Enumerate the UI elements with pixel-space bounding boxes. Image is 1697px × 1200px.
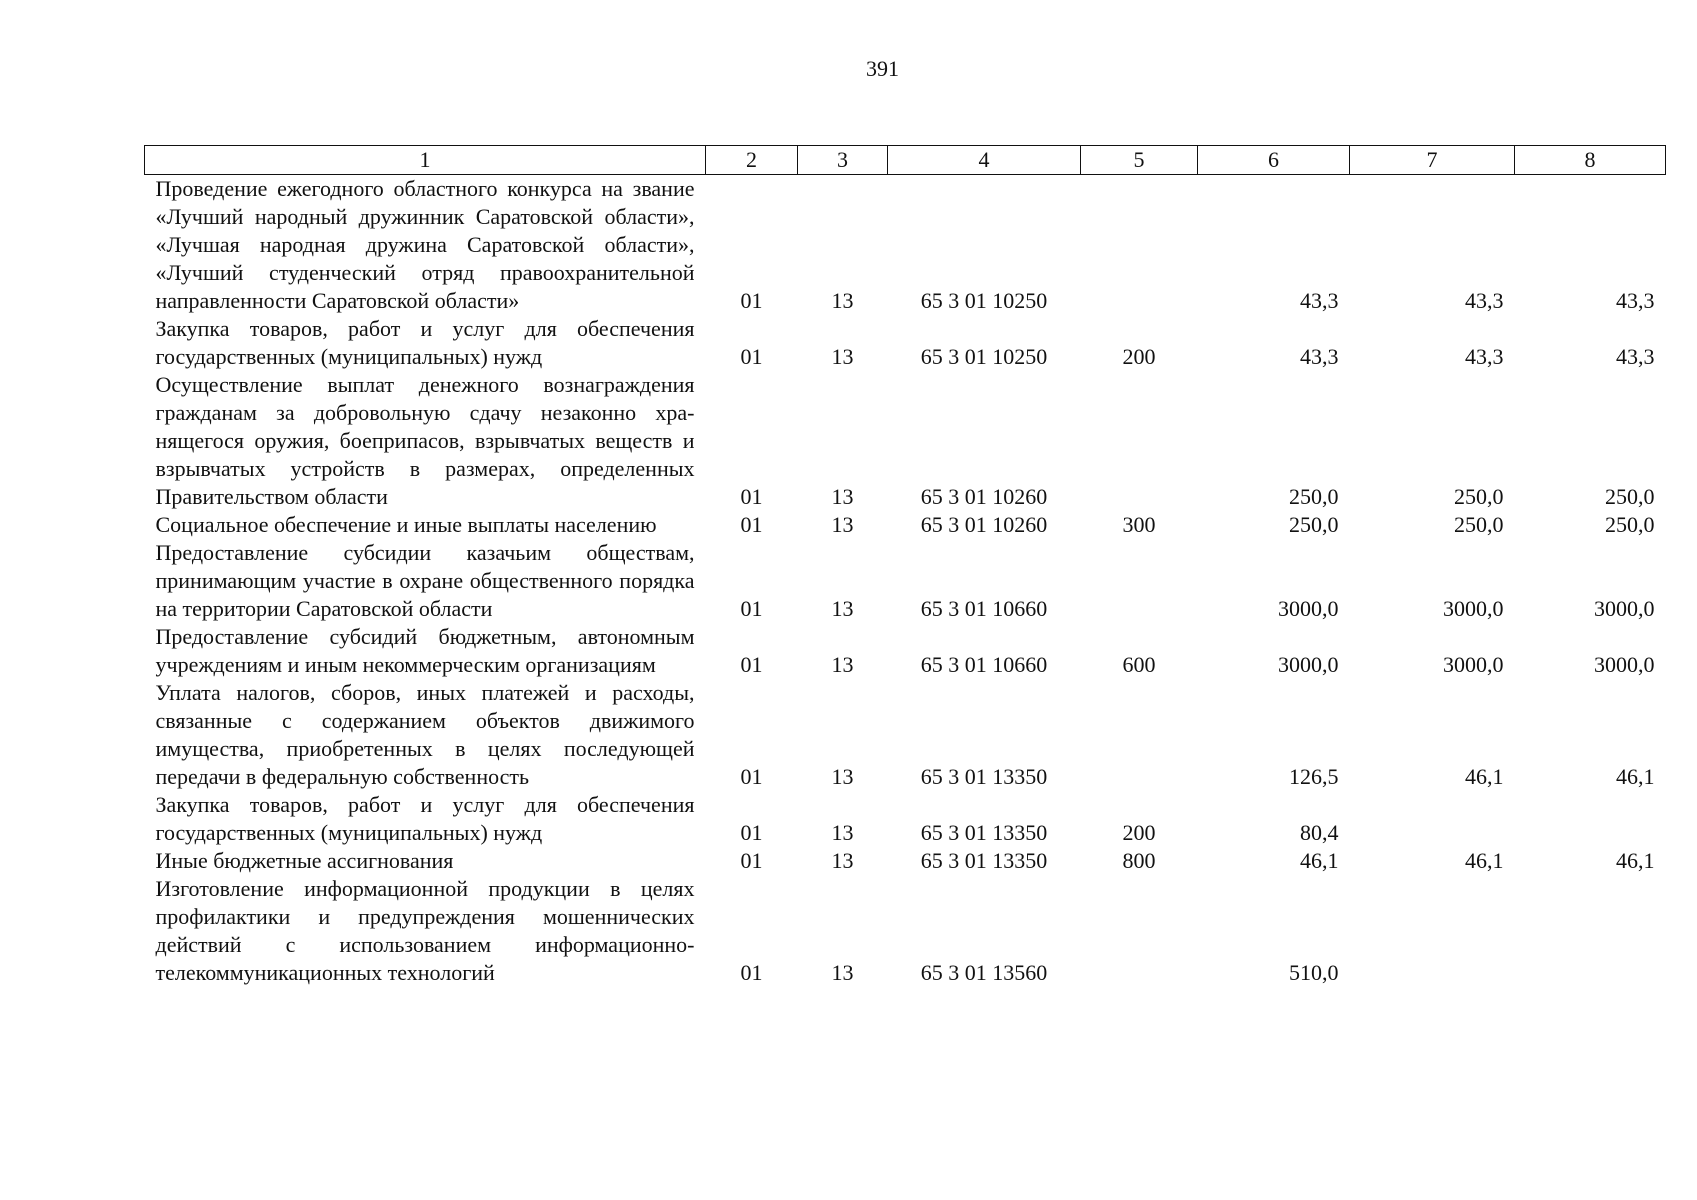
- row-description: Уплата налогов, сборов, иных платежей и расходы, связанные с содержанием объектов движимого имущества, приобретенных в целях последующей передачи в федеральную собственность: [155, 680, 695, 789]
- target-article-code: 65 3 01 10260: [920, 512, 1048, 537]
- section-code: 01: [740, 820, 763, 845]
- subsection-code: 13: [831, 820, 854, 845]
- amount-column-6: 3000,0: [1278, 652, 1339, 677]
- subsection-code: 13: [831, 512, 854, 537]
- section-code: 01: [740, 652, 763, 677]
- expense-type-code: [1081, 175, 1198, 316]
- amount-column-8: 250,0: [1605, 512, 1655, 537]
- target-article-code: 65 3 01 13560: [920, 960, 1048, 985]
- target-article-code: 65 3 01 13350: [920, 848, 1048, 873]
- column-number-header-row: [145, 146, 1666, 175]
- expense-type-code: [1081, 679, 1198, 791]
- amount-column-6: 510,0: [1289, 960, 1339, 985]
- amount-column-6: 43,3: [1300, 288, 1339, 313]
- amount-column-8: 43,3: [1616, 344, 1655, 369]
- budget-table: [144, 145, 1666, 987]
- amount-column-6: 43,3: [1300, 344, 1339, 369]
- column-header-5: 5: [1081, 146, 1198, 175]
- section-code: 01: [740, 960, 763, 985]
- column-header-8: 8: [1515, 146, 1666, 175]
- table-row: [145, 315, 1666, 371]
- section-code: 01: [740, 288, 763, 313]
- table-row: [145, 511, 1666, 539]
- subsection-code: 13: [831, 848, 854, 873]
- subsection-code: 13: [831, 764, 854, 789]
- amount-column-8: 43,3: [1616, 288, 1655, 313]
- section-code: 01: [740, 764, 763, 789]
- row-description: Предоставление субсидий бюджетным, автономным учреждениям и иным некоммерческим организациям: [155, 624, 695, 677]
- amount-column-8: 3000,0: [1594, 652, 1655, 677]
- target-article-code: 65 3 01 10250: [920, 288, 1048, 313]
- amount-column-7: 43,3: [1465, 288, 1504, 313]
- expense-type-code: 300: [1122, 512, 1156, 537]
- expense-type-code: 600: [1122, 652, 1156, 677]
- row-description: Социальное обеспечение и иные выплаты населению: [155, 512, 657, 537]
- expense-type-code: [1081, 539, 1198, 623]
- target-article-code: 65 3 01 10260: [920, 484, 1048, 509]
- section-code: 01: [740, 848, 763, 873]
- amount-column-8: 46,1: [1616, 764, 1655, 789]
- table-row: [145, 875, 1666, 987]
- amount-column-7: [1350, 875, 1515, 987]
- table-row: [145, 371, 1666, 511]
- amount-column-8: [1515, 791, 1666, 847]
- target-article-code: 65 3 01 13350: [920, 764, 1048, 789]
- column-header-3: 3: [798, 146, 888, 175]
- page-number: 391: [866, 56, 899, 81]
- amount-column-7: 46,1: [1465, 764, 1504, 789]
- table-row: [145, 623, 1666, 679]
- table-row: [145, 679, 1666, 791]
- target-article-code: 65 3 01 10660: [920, 652, 1048, 677]
- subsection-code: 13: [831, 596, 854, 621]
- amount-column-8: 3000,0: [1594, 596, 1655, 621]
- section-code: 01: [740, 596, 763, 621]
- amount-column-6: 250,0: [1289, 512, 1339, 537]
- section-code: 01: [740, 484, 763, 509]
- amount-column-8: 46,1: [1616, 848, 1655, 873]
- budget-table-container: [144, 145, 1665, 987]
- expense-type-code: 800: [1122, 848, 1156, 873]
- section-code: 01: [740, 344, 763, 369]
- table-row: [145, 847, 1666, 875]
- table-row: [145, 175, 1666, 316]
- section-code: 01: [740, 512, 763, 537]
- subsection-code: 13: [831, 344, 854, 369]
- target-article-code: 65 3 01 10250: [920, 344, 1048, 369]
- expense-type-code: 200: [1122, 344, 1156, 369]
- column-header-2: 2: [706, 146, 798, 175]
- row-description: Осуществление выплат денежного вознаграждения гражданам за добровольную сдачу незаконно хранящегося оружия, боеприпасов, взрывчатых веществ и взрывчатых устройств в размерах, определенных Правительством области: [155, 372, 695, 509]
- column-header-6: 6: [1198, 146, 1350, 175]
- amount-column-6: 80,4: [1300, 820, 1339, 845]
- row-description: Изготовление информационной продукции в целях профилактики и предупреждения мошеннических действий с использованием информационно-телекоммуникационных технологий: [155, 876, 695, 985]
- subsection-code: 13: [831, 288, 854, 313]
- column-header-7: 7: [1350, 146, 1515, 175]
- table-row: [145, 539, 1666, 623]
- row-description: Предоставление субсидии казачьим обществам, принимающим участие в охране общественного порядка на территории Саратовской области: [155, 540, 695, 621]
- table-row: [145, 791, 1666, 847]
- subsection-code: 13: [831, 960, 854, 985]
- amount-column-6: 126,5: [1289, 764, 1339, 789]
- amount-column-8: 250,0: [1605, 484, 1655, 509]
- amount-column-7: 3000,0: [1443, 596, 1504, 621]
- expense-type-code: 200: [1122, 820, 1156, 845]
- target-article-code: 65 3 01 13350: [920, 820, 1048, 845]
- amount-column-7: 250,0: [1454, 512, 1504, 537]
- amount-column-6: 3000,0: [1278, 596, 1339, 621]
- amount-column-7: [1350, 791, 1515, 847]
- row-description: Проведение ежегодного областного конкурса на звание «Лучший народный дружинник Саратовской области», «Лучшая народная дружина Саратовской области», «Лучший студенческий отряд правоохранительной направленности Саратовской области»: [155, 176, 695, 313]
- amount-column-7: 46,1: [1465, 848, 1504, 873]
- row-description: Закупка товаров, работ и услуг для обеспечения государственных (муниципальных) нужд: [155, 792, 695, 845]
- amount-column-7: 43,3: [1465, 344, 1504, 369]
- target-article-code: 65 3 01 10660: [920, 596, 1048, 621]
- row-description: Иные бюджетные ассигнования: [155, 848, 454, 873]
- subsection-code: 13: [831, 484, 854, 509]
- amount-column-7: 3000,0: [1443, 652, 1504, 677]
- amount-column-6: 46,1: [1300, 848, 1339, 873]
- amount-column-7: 250,0: [1454, 484, 1504, 509]
- expense-type-code: [1081, 875, 1198, 987]
- column-header-1: 1: [145, 146, 706, 175]
- expense-type-code: [1081, 371, 1198, 511]
- amount-column-6: 250,0: [1289, 484, 1339, 509]
- subsection-code: 13: [831, 652, 854, 677]
- column-header-4: 4: [888, 146, 1081, 175]
- amount-column-8: [1515, 875, 1666, 987]
- row-description: Закупка товаров, работ и услуг для обеспечения государственных (муниципальных) нужд: [155, 316, 695, 369]
